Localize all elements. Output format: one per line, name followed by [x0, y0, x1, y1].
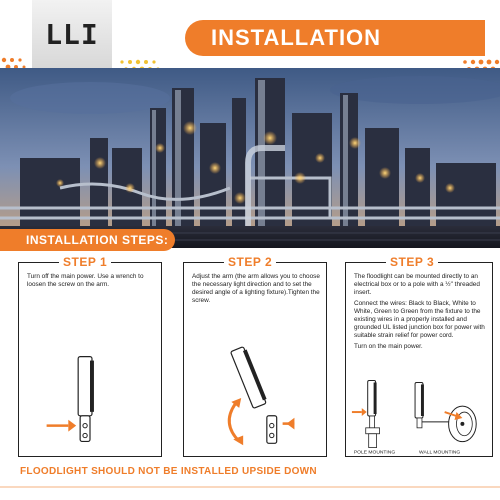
step-2-paragraph: Adjust the arm (the arm allows you to choose the necessary light direction and to set the desired angle of a lighting fixture).Tighten the screw.: [192, 273, 320, 304]
step-1-diagram: [19, 346, 161, 456]
refinery-photo: [0, 68, 500, 248]
step-2-panel: [183, 255, 327, 457]
step-1-label: STEP 1: [59, 255, 111, 269]
page-title: INSTALLATION: [211, 25, 382, 50]
floodlight-tilted-icon: [231, 346, 269, 409]
step-3-diagram: [346, 376, 492, 456]
step-1-paragraph: Turn off the main power. Use a wrench to loosen the screw on the arm.: [27, 273, 144, 288]
title-banner: [185, 20, 485, 56]
pole-mounting-caption: POLE MOUNTING: [353, 450, 396, 456]
step-3-panel: [345, 255, 493, 457]
step-3-paragraph-2: Connect the wires: Black to Black, White to White, Green to Green from the fixture to the existing wires in a properly installed and grounded UL listed junction box for power with suitable strain relief for power cord.: [354, 300, 485, 339]
arrow-right-icon: [47, 420, 77, 432]
wall-mounting-icon: [415, 382, 476, 441]
upside-down-warning: FLOODLIGHT SHOULD NOT BE INSTALLED UPSIDE DOWN: [20, 466, 317, 477]
step-2-text: [192, 273, 320, 308]
rotate-arrow-icon: [229, 398, 243, 445]
step-2-diagram: [184, 336, 326, 456]
header: [0, 0, 500, 72]
pole-mounting-icon: [352, 380, 380, 447]
step-3-label: STEP 3: [386, 255, 438, 269]
arrow-right-icon: [283, 418, 295, 430]
refinery-illustration: [0, 68, 500, 248]
step-3-paragraph-1: The floodlight can be mounted directly to an electrical box or to a pole with a ½" threaded insert.: [354, 273, 480, 296]
step-3-paragraph-3: Turn on the main power.: [354, 343, 423, 350]
step-1-panel: [18, 255, 162, 457]
floodlight-body-icon: [78, 357, 92, 416]
step-3-text: [354, 273, 486, 354]
divider: [0, 486, 500, 488]
steps-heading: INSTALLATION STEPS:: [26, 233, 169, 247]
steps-banner: [0, 229, 175, 251]
step-1-text: [27, 273, 155, 292]
wall-mounting-caption: WALL MOUNTING: [419, 450, 461, 456]
logo-text: LLI: [45, 17, 99, 51]
step-2-label: STEP 2: [224, 255, 276, 269]
brand-logo: [32, 0, 112, 70]
